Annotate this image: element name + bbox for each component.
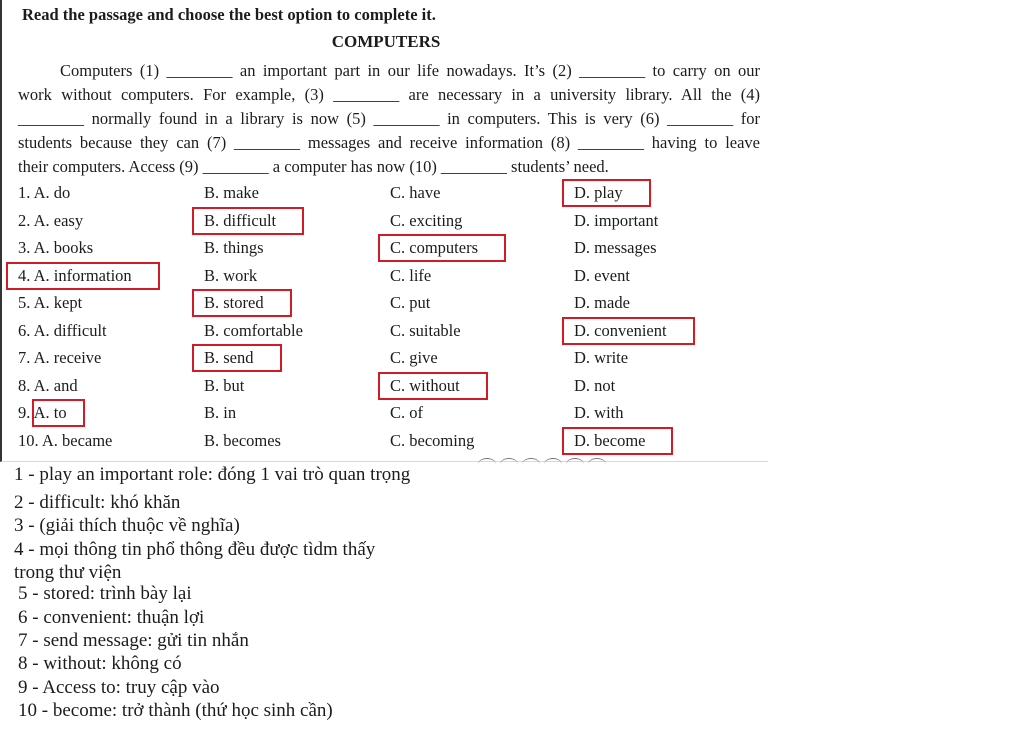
answer-highlight-box: [6, 262, 160, 290]
answer-highlight-box: [192, 289, 292, 317]
option-q3-a[interactable]: 3. A. books: [18, 238, 94, 257]
option-q6-a[interactable]: 6. A. difficult: [18, 320, 107, 340]
answer-highlight-box: [562, 179, 651, 207]
option-q7-c[interactable]: C. give: [390, 348, 438, 367]
note-line: 3 - (giải thích thuộc về nghĩa): [14, 515, 240, 536]
option-q5-b[interactable]: B. stored: [204, 293, 264, 312]
answer-highlight-box: [192, 207, 304, 235]
option-q1-a[interactable]: 1. A. do: [18, 183, 71, 202]
option-q9-b[interactable]: B. in: [204, 403, 237, 422]
option-q1-c[interactable]: C. have: [390, 183, 441, 202]
option-q3-d[interactable]: D. messages: [574, 238, 657, 257]
option-q9-d[interactable]: D. with: [574, 403, 624, 422]
answer-highlight-box: [32, 399, 85, 427]
note-line: 10 - become: trở thành (thứ học sinh cần): [18, 700, 333, 721]
option-q3-c[interactable]: C. computers: [390, 238, 478, 257]
note-line: 5 - stored: trình bày lại: [18, 583, 192, 604]
option-q4-d[interactable]: D. event: [574, 265, 630, 285]
option-q5-a[interactable]: 5. A. kept: [18, 293, 83, 312]
option-q7-d[interactable]: D. write: [574, 348, 629, 367]
note-line: 8 - without: không có: [18, 653, 182, 674]
passage-line: their computers. Access (9) ________ a computer has now (10) ________ students’ need.: [18, 157, 609, 176]
option-q8-b[interactable]: B. but: [204, 375, 245, 395]
answer-highlight-box: [562, 317, 695, 345]
passage-title: COMPUTERS: [331, 32, 441, 51]
note-line: 2 - difficult: khó khăn: [14, 492, 181, 513]
worksheet-image: [0, 0, 768, 462]
option-q10-b[interactable]: B. becomes: [204, 430, 281, 450]
answer-highlight-box: [192, 344, 282, 372]
note-line: 7 - send message: gửi tin nhắn: [18, 630, 249, 651]
answer-highlight-box: [378, 372, 488, 400]
option-q8-a[interactable]: 8. A. and: [18, 375, 78, 395]
option-q8-c[interactable]: C. without: [390, 375, 460, 395]
option-q6-c[interactable]: C. suitable: [390, 320, 461, 340]
option-q10-c[interactable]: C. becoming: [390, 430, 475, 450]
answer-notes: [0, 462, 1024, 736]
passage-line: students because they can (7) ________ messages and receive information (8) ________ having to leave: [18, 133, 760, 152]
option-q2-c[interactable]: C. exciting: [390, 210, 463, 230]
option-q5-c[interactable]: C. put: [390, 293, 431, 312]
instruction: Read the passage and choose the best option to complete it.: [22, 5, 436, 24]
option-q7-b[interactable]: B. send: [204, 348, 254, 367]
option-q4-b[interactable]: B. work: [204, 265, 258, 285]
option-q1-b[interactable]: B. make: [204, 183, 259, 202]
answer-highlight-box: [378, 234, 506, 262]
option-q6-b[interactable]: B. comfortable: [204, 320, 303, 340]
option-q1-d[interactable]: D. play: [574, 183, 623, 202]
option-q4-a[interactable]: 4. A. information: [18, 265, 132, 285]
option-q9-a[interactable]: 9. A. to: [18, 403, 67, 422]
option-q2-a[interactable]: 2. A. easy: [18, 210, 84, 230]
note-line: 1 - play an important role: đóng 1 vai trò quan trọng: [14, 464, 411, 485]
option-q2-d[interactable]: D. important: [574, 210, 659, 230]
option-q8-d[interactable]: D. not: [574, 375, 616, 395]
passage-line: Computers (1) ________ an important part in our life nowadays. It’s (2) ________ to carry on our: [60, 61, 760, 80]
option-q10-a[interactable]: 10. A. became: [18, 430, 113, 450]
passage-line: work without computers. For example, (3) ________ are necessary in a university library. All the (4): [18, 85, 760, 104]
answer-highlight-box: [562, 427, 673, 455]
passage-line: ________ normally found in a library is now (5) ________ in computers. This is very (6) ________ for: [18, 109, 760, 128]
option-q6-d[interactable]: D. convenient: [574, 320, 667, 340]
option-q2-b[interactable]: B. difficult: [204, 210, 277, 230]
note-line: 6 - convenient: thuận lợi: [18, 607, 205, 628]
option-q3-b[interactable]: B. things: [204, 238, 264, 257]
option-q10-d[interactable]: D. become: [574, 430, 646, 450]
note-line: 9 - Access to: truy cập vào: [18, 677, 220, 698]
option-q5-d[interactable]: D. made: [574, 293, 630, 312]
option-q4-c[interactable]: C. life: [390, 265, 432, 285]
option-q7-a[interactable]: 7. A. receive: [18, 348, 102, 367]
note-line: trong thư viện: [14, 562, 122, 583]
note-line: 4 - mọi thông tin phổ thông đều được tìdm thấy: [14, 539, 376, 560]
option-q9-c[interactable]: C. of: [390, 403, 423, 422]
